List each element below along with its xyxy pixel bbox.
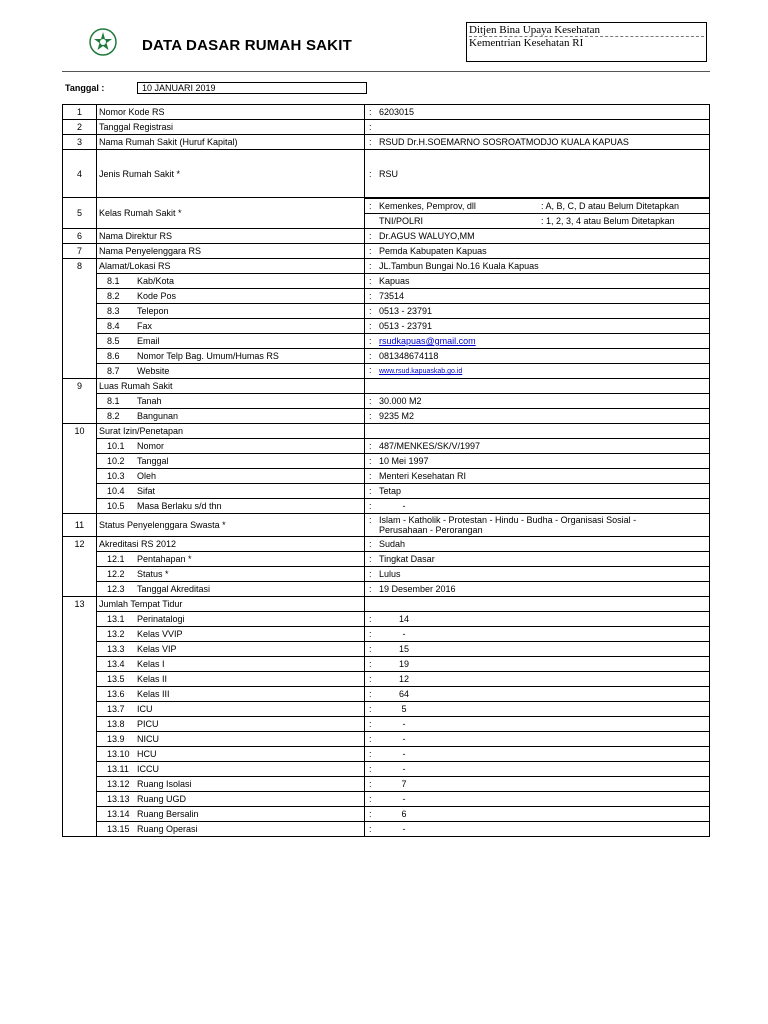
table-row: 13.7 ICU : 5 [63, 702, 710, 717]
tanggal-label: Tanggal : [65, 83, 105, 93]
table-row: 13.8 PICU : - [63, 717, 710, 732]
table-row: 13.14 Ruang Bersalin : 6 [63, 807, 710, 822]
tanggal-field[interactable]: 10 JANUARI 2019 [137, 82, 367, 94]
table-row: 12.1 Pentahapan * : Tingkat Dasar [63, 552, 710, 567]
ditjen-line-1: Ditjen Bina Upaya Kesehatan [469, 24, 704, 37]
data-table [62, 104, 710, 837]
table-row: 13.12 Ruang Isolasi : 7 [63, 777, 710, 792]
table-row: 13 Jumlah Tempat Tidur [63, 597, 710, 612]
header-divider [62, 71, 710, 72]
table-row: 10.2 Tanggal : 10 Mei 1997 [63, 454, 710, 469]
table-row: 8.5 Email : rsudkapuas@gmail.com [63, 334, 710, 349]
table-row: 12.2 Status * : Lulus [63, 567, 710, 582]
table-row: 3 Nama Rumah Sakit (Huruf Kapital) : RSUD Dr.H.SOEMARNO SOSROATMODJO KUALA KAPUAS [63, 135, 710, 150]
ditjen-box [466, 22, 707, 62]
table-row: 8.2 Kode Pos : 73514 [63, 289, 710, 304]
table-row: 8.1 Tanah : 30.000 M2 [63, 394, 710, 409]
ditjen-line-2: Kementrian Kesehatan RI [469, 37, 584, 49]
table-row: 11 Status Penyelenggara Swasta * : Islam - Katholik - Protestan - Hindu - Budha - Organisasi Sosial - Perusahaan - Perorangan [63, 514, 710, 537]
table-row: 13.9 NICU : - [63, 732, 710, 747]
table-row: 8 Alamat/Lokasi RS : JL.Tambun Bungai No.16 Kuala Kapuas [63, 259, 710, 274]
table-row: 12.3 Tanggal Akreditasi : 19 Desember 2016 [63, 582, 710, 597]
email-link[interactable]: rsudkapuas@gmail.com [379, 336, 476, 346]
table-row: 10.4 Sifat : Tetap [63, 484, 710, 499]
table-row: 1 Nomor Kode RS : 6203015 [63, 105, 710, 120]
table-row: 8.1 Kab/Kota : Kapuas [63, 274, 710, 289]
table-row: 13.1 Perinatalogi : 14 [63, 612, 710, 627]
table-row: 13.6 Kelas III : 64 [63, 687, 710, 702]
table-row: 6 Nama Direktur RS : Dr.AGUS WALUYO,MM [63, 229, 710, 244]
table-row: 13.13 Ruang UGD : - [63, 792, 710, 807]
table-row: 12 Akreditasi RS 2012 : Sudah [63, 537, 710, 552]
table-row: 13.4 Kelas I : 19 [63, 657, 710, 672]
table-row: 10.5 Masa Berlaku s/d thn : - [63, 499, 710, 514]
table-row: 8.6 Nomor Telp Bag. Umum/Humas RS : 081348674118 [63, 349, 710, 364]
kelas-options: : Kemenkes, Pemprov, dll : A, B, C, D atau Belum Ditetapkan TNI/POLRI : 1, 2, 3, 4 atau Belum Ditetapkan [365, 198, 709, 228]
table-row: 7 Nama Penyelenggara RS : Pemda Kabupaten Kapuas [63, 244, 710, 259]
table-row: 9 Luas Rumah Sakit [63, 379, 710, 394]
page-title: DATA DASAR RUMAH SAKIT [142, 37, 352, 54]
table-row: 13.5 Kelas II : 12 [63, 672, 710, 687]
table-row: 8.3 Telepon : 0513 - 23791 [63, 304, 710, 319]
table-row: 13.3 Kelas VIP : 15 [63, 642, 710, 657]
table-row: 8.4 Fax : 0513 - 23791 [63, 319, 710, 334]
table-row: 8.2 Bangunan : 9235 M2 [63, 409, 710, 424]
table-row: 5 Kelas Rumah Sakit * : Kemenkes, Pemprov, dll : A, B, C, D atau Belum Ditetapkan TNI/POLRI : 1, 2, 3, 4 atau Belum Ditetapkan [63, 198, 710, 229]
table-row: 13.10 HCU : - [63, 747, 710, 762]
kemenkes-logo [88, 27, 118, 57]
table-row: 2 Tanggal Registrasi : [63, 120, 710, 135]
table-row: 10 Surat Izin/Penetapan [63, 424, 710, 439]
table-row: 4 Jenis Rumah Sakit * : RSU [63, 150, 710, 198]
table-row: 10.3 Oleh : Menteri Kesehatan RI [63, 469, 710, 484]
table-row: 8.7 Website : www.rsud.kapuaskab.go.id [63, 364, 710, 379]
table-row: 13.2 Kelas VVIP : - [63, 627, 710, 642]
table-row: 13.15 Ruang Operasi : - [63, 822, 710, 837]
table-row: 10.1 Nomor : 487/MENKES/SK/V/1997 [63, 439, 710, 454]
table-row: 13.11 ICCU : - [63, 762, 710, 777]
website-link[interactable]: www.rsud.kapuaskab.go.id [379, 368, 463, 375]
